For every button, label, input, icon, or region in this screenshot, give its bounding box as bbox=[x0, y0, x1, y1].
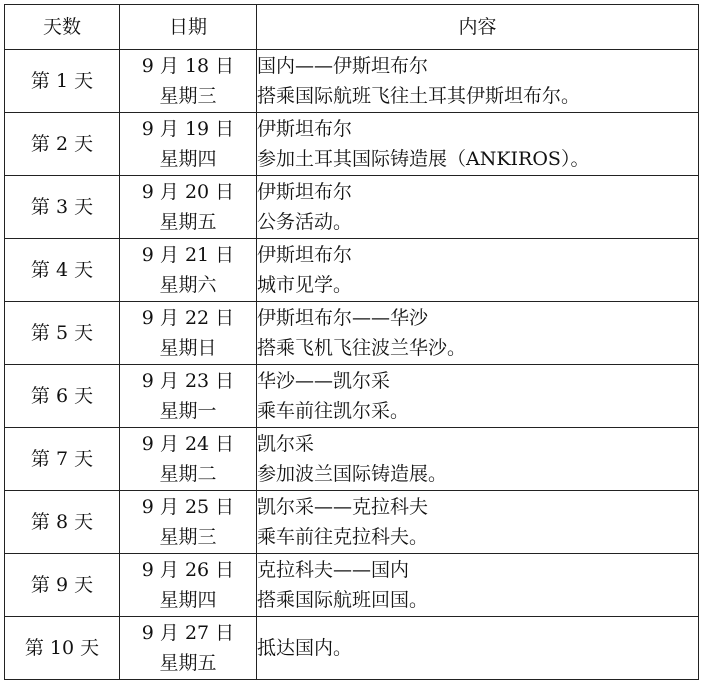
detail-text: 乘车前往凯尔采。 bbox=[257, 400, 410, 422]
day-cell: 第 1 天 bbox=[5, 50, 120, 113]
date-cell bbox=[120, 50, 257, 113]
header-content: 内容 bbox=[257, 5, 699, 50]
weekday-text: 星期六 bbox=[159, 274, 217, 296]
content-cell bbox=[257, 50, 699, 113]
date-cell bbox=[120, 113, 257, 176]
place-text: 克拉科夫——国内 bbox=[257, 559, 410, 581]
detail-text: 城市见学。 bbox=[257, 274, 353, 296]
place-text: 伊斯坦布尔 bbox=[257, 118, 353, 140]
table-row bbox=[5, 50, 699, 113]
date-cell bbox=[120, 428, 257, 491]
content-cell bbox=[257, 113, 699, 176]
weekday-text: 星期三 bbox=[159, 526, 217, 548]
table-row bbox=[5, 491, 699, 554]
content-cell bbox=[257, 428, 699, 491]
weekday-text: 星期三 bbox=[159, 85, 217, 107]
day-cell: 第 6 天 bbox=[5, 365, 120, 428]
place-text: 抵达国内。 bbox=[257, 637, 353, 659]
date-cell bbox=[120, 554, 257, 617]
content-cell bbox=[257, 365, 699, 428]
date-cell bbox=[120, 239, 257, 302]
header-date: 日期 bbox=[120, 5, 257, 50]
date-text: 9 月 20 日 bbox=[141, 181, 235, 203]
day-cell: 第 2 天 bbox=[5, 113, 120, 176]
place-text: 华沙——凯尔采 bbox=[257, 370, 391, 392]
date-text: 9 月 21 日 bbox=[141, 244, 235, 266]
date-text: 9 月 18 日 bbox=[141, 55, 235, 77]
place-text: 国内——伊斯坦布尔 bbox=[257, 55, 429, 77]
content-cell bbox=[257, 617, 699, 680]
place-text: 凯尔采——克拉科夫 bbox=[257, 496, 429, 518]
place-text: 伊斯坦布尔——华沙 bbox=[257, 307, 429, 329]
weekday-text: 星期二 bbox=[159, 463, 217, 485]
detail-text: 参加波兰国际铸造展。 bbox=[257, 463, 448, 485]
place-text: 伊斯坦布尔 bbox=[257, 181, 353, 203]
place-text: 凯尔采 bbox=[257, 433, 315, 455]
table-row bbox=[5, 302, 699, 365]
table-row bbox=[5, 365, 699, 428]
table-row bbox=[5, 239, 699, 302]
date-text: 9 月 26 日 bbox=[141, 559, 235, 581]
day-cell: 第 8 天 bbox=[5, 491, 120, 554]
table-row bbox=[5, 554, 699, 617]
date-cell bbox=[120, 176, 257, 239]
content-cell bbox=[257, 491, 699, 554]
content-cell bbox=[257, 554, 699, 617]
date-text: 9 月 24 日 bbox=[141, 433, 235, 455]
place-text: 伊斯坦布尔 bbox=[257, 244, 353, 266]
detail-text: 公务活动。 bbox=[257, 211, 353, 233]
content-cell bbox=[257, 239, 699, 302]
weekday-text: 星期四 bbox=[159, 589, 217, 611]
header-day: 天数 bbox=[5, 5, 120, 50]
weekday-text: 星期四 bbox=[159, 148, 217, 170]
content-cell bbox=[257, 176, 699, 239]
itinerary-table bbox=[4, 4, 699, 680]
table-row bbox=[5, 428, 699, 491]
detail-text: 搭乘国际航班回国。 bbox=[257, 589, 429, 611]
day-cell: 第 10 天 bbox=[5, 617, 120, 680]
table-row bbox=[5, 617, 699, 680]
date-text: 9 月 27 日 bbox=[141, 622, 235, 644]
weekday-text: 星期一 bbox=[159, 400, 217, 422]
detail-text: 参加土耳其国际铸造展（ANKIROS）。 bbox=[257, 148, 590, 170]
date-cell bbox=[120, 617, 257, 680]
content-cell bbox=[257, 302, 699, 365]
detail-text: 搭乘飞机飞往波兰华沙。 bbox=[257, 337, 467, 359]
detail-text: 搭乘国际航班飞往土耳其伊斯坦布尔。 bbox=[257, 85, 581, 107]
day-cell: 第 4 天 bbox=[5, 239, 120, 302]
date-text: 9 月 22 日 bbox=[141, 307, 235, 329]
table-row bbox=[5, 176, 699, 239]
weekday-text: 星期五 bbox=[159, 652, 217, 674]
weekday-text: 星期五 bbox=[159, 211, 217, 233]
table-header-row bbox=[5, 5, 699, 50]
date-cell bbox=[120, 491, 257, 554]
date-text: 9 月 25 日 bbox=[141, 496, 235, 518]
detail-text: 乘车前往克拉科夫。 bbox=[257, 526, 429, 548]
date-text: 9 月 19 日 bbox=[141, 118, 235, 140]
date-cell bbox=[120, 365, 257, 428]
date-text: 9 月 23 日 bbox=[141, 370, 235, 392]
table-row bbox=[5, 113, 699, 176]
day-cell: 第 3 天 bbox=[5, 176, 120, 239]
day-cell: 第 5 天 bbox=[5, 302, 120, 365]
weekday-text: 星期日 bbox=[159, 337, 217, 359]
day-cell: 第 9 天 bbox=[5, 554, 120, 617]
day-cell: 第 7 天 bbox=[5, 428, 120, 491]
date-cell bbox=[120, 302, 257, 365]
